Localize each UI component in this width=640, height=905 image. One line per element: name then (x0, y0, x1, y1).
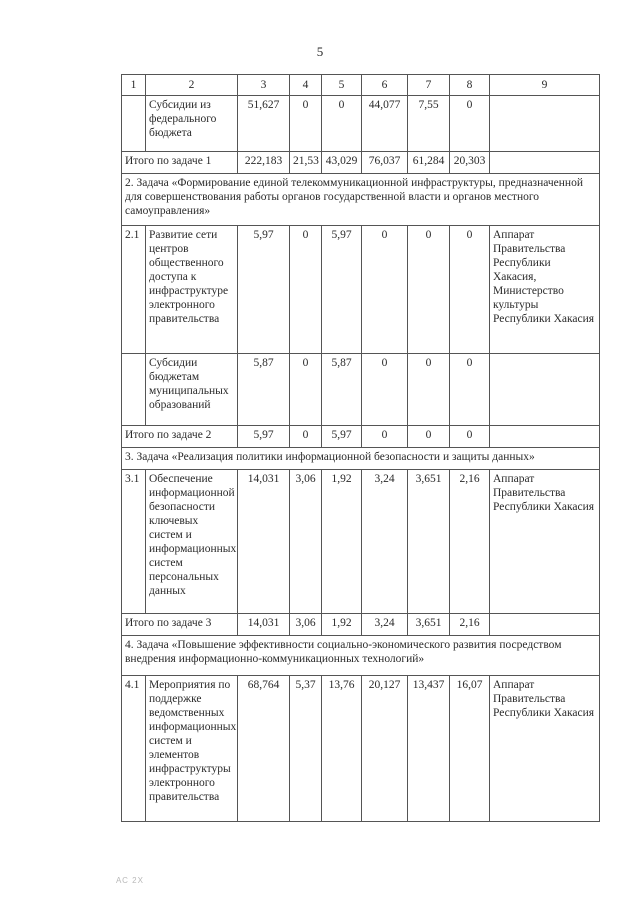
total-value: 14,031 (238, 614, 290, 636)
total-value: 5,97 (322, 426, 362, 448)
row-value: 3,06 (290, 470, 322, 614)
row-value: 16,07 (450, 676, 490, 822)
total-value: 43,029 (322, 152, 362, 174)
row-name: Субсидии бюджетам муниципальных образований (146, 354, 238, 426)
row-value: 0 (450, 96, 490, 152)
row-name: Мероприятия по поддержке ведомственных информационных систем и элементов инфраструктуры электронного правительства (146, 676, 238, 822)
page-number: 5 (316, 44, 324, 59)
footer-mark: АС 2Х (116, 876, 144, 885)
total-value: 61,284 (408, 152, 450, 174)
row-value: 1,92 (322, 470, 362, 614)
total-value: 5,97 (238, 426, 290, 448)
task-heading: 2. Задача «Формирование единой телекоммуникационной инфраструктуры, предназначенной для совершенствования работы органов государственной власти и органов местного самоуправления» (122, 174, 600, 226)
row-value: 5,87 (238, 354, 290, 426)
row-executor (490, 96, 600, 152)
row-value: 0 (362, 226, 408, 354)
total-value: 1,92 (322, 614, 362, 636)
table-row (122, 354, 600, 426)
table-row (122, 96, 600, 152)
row-value: 5,87 (322, 354, 362, 426)
row-name: Развитие сети центров общественного доступа к инфраструктуре электронного правительства (146, 226, 238, 354)
total-label: Итого по задаче 2 (122, 426, 238, 448)
row-value: 5,97 (322, 226, 362, 354)
row-value: 0 (322, 96, 362, 152)
header-row (122, 75, 600, 96)
row-value: 0 (290, 96, 322, 152)
total-empty (490, 614, 600, 636)
task-row (122, 636, 600, 676)
task-row (122, 448, 600, 470)
header-cell: 8 (450, 75, 490, 96)
row-value: 0 (362, 354, 408, 426)
row-value: 68,764 (238, 676, 290, 822)
row-executor (490, 354, 600, 426)
total-value: 0 (408, 426, 450, 448)
total-empty (490, 426, 600, 448)
header-cell: 5 (322, 75, 362, 96)
row-value: 0 (450, 354, 490, 426)
header-cell: 9 (490, 75, 600, 96)
program-table (121, 74, 600, 822)
row-value: 3,24 (362, 470, 408, 614)
row-name: Субсидии из федерального бюджета (146, 96, 238, 152)
task-heading: 3. Задача «Реализация политики информационной безопасности и защиты данных» (122, 448, 600, 470)
row-name: Обеспечение информационной безопасности ключевых систем и информационных систем персональных данных (146, 470, 238, 614)
row-value: 44,077 (362, 96, 408, 152)
total-value: 3,651 (408, 614, 450, 636)
total-value: 0 (450, 426, 490, 448)
total-value: 0 (362, 426, 408, 448)
task-heading: 4. Задача «Повышение эффективности социально-экономического развития посредством внедрения информационно-коммуникационных технологий» (122, 636, 600, 676)
header-cell: 2 (146, 75, 238, 96)
total-row (122, 426, 600, 448)
row-code: 2.1 (122, 226, 146, 354)
row-code: 3.1 (122, 470, 146, 614)
row-value: 51,627 (238, 96, 290, 152)
total-value: 76,037 (362, 152, 408, 174)
row-executor: Аппарат Правительства Республики Хакасия, Министерство культуры Республики Хакасия (490, 226, 600, 354)
total-value: 222,183 (238, 152, 290, 174)
row-value: 14,031 (238, 470, 290, 614)
total-empty (490, 152, 600, 174)
row-value: 20,127 (362, 676, 408, 822)
task-row (122, 174, 600, 226)
total-label: Итого по задаче 3 (122, 614, 238, 636)
row-value: 13,437 (408, 676, 450, 822)
header-cell: 1 (122, 75, 146, 96)
row-value: 0 (408, 226, 450, 354)
table-row (122, 470, 600, 614)
row-value: 0 (450, 226, 490, 354)
total-row (122, 152, 600, 174)
header-cell: 4 (290, 75, 322, 96)
total-value: 3,06 (290, 614, 322, 636)
row-value: 5,97 (238, 226, 290, 354)
row-value: 0 (408, 354, 450, 426)
header-cell: 3 (238, 75, 290, 96)
row-value: 2,16 (450, 470, 490, 614)
total-label: Итого по задаче 1 (122, 152, 238, 174)
row-value: 13,76 (322, 676, 362, 822)
row-code (122, 96, 146, 152)
row-executor: Аппарат Правительства Республики Хакасия (490, 470, 600, 614)
table-row (122, 226, 600, 354)
row-value: 3,651 (408, 470, 450, 614)
total-value: 0 (290, 426, 322, 448)
total-value: 20,303 (450, 152, 490, 174)
header-cell: 7 (408, 75, 450, 96)
total-value: 21,53 (290, 152, 322, 174)
row-value: 7,55 (408, 96, 450, 152)
row-code (122, 354, 146, 426)
row-value: 0 (290, 354, 322, 426)
row-executor: Аппарат Правительства Республики Хакасия (490, 676, 600, 822)
row-code: 4.1 (122, 676, 146, 822)
table-row (122, 676, 600, 822)
total-value: 3,24 (362, 614, 408, 636)
total-row (122, 614, 600, 636)
row-value: 0 (290, 226, 322, 354)
total-value: 2,16 (450, 614, 490, 636)
row-value: 5,37 (290, 676, 322, 822)
header-cell: 6 (362, 75, 408, 96)
